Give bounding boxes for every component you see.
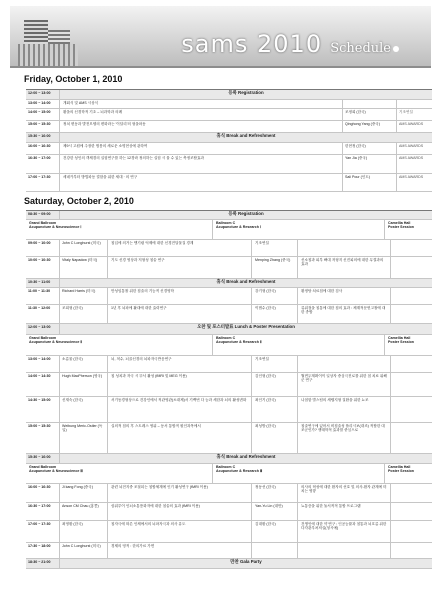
speaker-cell	[251, 543, 297, 558]
poster-column	[390, 484, 432, 502]
award-cell: AMS AWARDS	[396, 143, 432, 154]
poster-column	[390, 503, 432, 520]
time-cell: 18:30 ~ 21:00	[26, 559, 60, 568]
session-label: 만찬 Gala Party	[230, 559, 262, 564]
day2-table	[26, 210, 432, 569]
break-row	[26, 133, 432, 143]
speaker-cell: 조희형 (한국)	[60, 305, 108, 323]
break-row	[26, 559, 432, 569]
time-cell: 15:00 ~ 15:30	[26, 423, 60, 453]
time-cell: 09:00 ~ 10:00	[26, 240, 60, 256]
time-cell: 15:30 ~ 16:00	[26, 454, 60, 463]
talk-title: 신소침과 피부 뼈대 저형지 신진피의에 대한 무결과의 효과	[297, 257, 390, 278]
schedule-row	[26, 397, 432, 423]
speaker-cell: Menping Zhang (중국)	[251, 257, 297, 278]
break-row	[26, 279, 432, 288]
session-label: 휴식 Break and Refreshment	[216, 133, 276, 138]
schedule-row	[26, 174, 432, 192]
speaker-cell: 강기형 (한국)	[251, 288, 297, 304]
time-cell: 16:30 ~ 17:00	[26, 503, 60, 520]
building-illustration	[18, 14, 78, 68]
schedule-row	[26, 257, 432, 279]
award-cell: 기조연설	[396, 109, 432, 120]
day2-title: Saturday, October 2, 2010	[24, 196, 134, 206]
time-cell: 17:00 ~ 17:30	[26, 174, 60, 191]
schedule-row	[26, 503, 432, 521]
talk-title: 경제의 영적 : 한의가료 가면	[111, 544, 155, 548]
speaker-cell: John C Longhurst (미국)	[60, 240, 108, 256]
schedule-row	[26, 100, 432, 109]
session-label: 등록 Registration	[228, 211, 264, 216]
time-cell: 17:00 ~ 17:30	[26, 521, 60, 542]
talk-title: 개회식 및 AMS 시상식	[63, 101, 99, 105]
talk-title: 침술연구에 있어서 비침술성 플리시보(대조) 적합한 대조군인가? 생태학적 효과를 중심으로	[297, 423, 390, 453]
room-c: Camellia Hall Poster Session	[384, 220, 432, 239]
talk-title: 월면두계확이이 일상자 중심극진로를 위한 침 치료 위해군 연구	[297, 373, 390, 396]
talk-title: 뇨통증을 위한 둘서적적 통합 프로그램	[297, 503, 390, 520]
schedule-row	[26, 305, 432, 324]
talk-title: 황을의 신경학적 기초 – 뇌과학과 의례	[63, 110, 123, 114]
speaker-cell: Ji kang Fong (중국)	[60, 484, 108, 502]
talk-title: 뇌, 척수, 뇌골신경의 뇌파자극반응연구	[111, 357, 172, 361]
speaker-cell: 신재숙 (한국)	[60, 397, 108, 422]
talk-title: 건강한 성인의 객체경의 실험연구를 하는 12경락 정의하는 실험 시 물 수 있는 측정조합효과	[63, 156, 204, 160]
speaker-cell: Weibung Meric-Ostler (독일)	[60, 423, 108, 453]
schedule-row	[26, 220, 432, 240]
poster-column	[390, 423, 432, 453]
page-header	[10, 6, 431, 68]
schedule-row	[26, 288, 432, 305]
talk-title: 세네카부터 방법파동 결함을 위한 세대 · 의 연구	[63, 175, 138, 179]
speaker-cell: Richard Harris (미국)	[60, 288, 108, 304]
break-row	[26, 90, 432, 100]
talk-title: 침자극에 따른 인체에서의 뇌파자극과 의사 유도	[111, 522, 186, 526]
room-a: Grand Ballroom Acupuncture & Neuroscience Ⅰ	[26, 220, 212, 239]
award-cell: AMS AWARDS	[396, 155, 432, 173]
time-cell: 12:00 ~ 13:00	[26, 324, 60, 334]
schedule-row	[26, 373, 432, 397]
speaker-cell: 이범수 (한국)	[251, 305, 297, 323]
room-a-track: Acupuncture & Neuroscience Ⅱ	[29, 340, 83, 345]
time-cell: 10:30 ~ 11:00	[26, 279, 60, 287]
talk-title: 기도 신경 영상과 저형성 침술 연구	[111, 258, 165, 262]
talk-title: 나침함 별스팀의 새탭지형 질환을 위한 뇨조	[297, 397, 390, 422]
room-b-track: Acupuncture & Research Ⅰ	[216, 225, 261, 230]
brand-title: sams 2010	[181, 30, 323, 58]
speaker-cell: 한현정 (한국)	[342, 143, 396, 154]
poster-column	[390, 305, 432, 323]
talk-title: 관련 뇌전지중 조절되는 침합체계에 인기 활성연구 (fMRI 이용)	[111, 485, 208, 489]
talk-title: 침 성치과 자극 시 뚜닉 활성 (fMRI 및 MEG 이용)	[111, 374, 187, 378]
bullet-dot-icon	[393, 46, 399, 52]
talk-title	[297, 356, 390, 372]
poster-column	[390, 397, 432, 422]
time-cell: 11:30 ~ 12:00	[26, 305, 60, 323]
poster-column	[390, 240, 432, 256]
award-cell: AMS AWARDS	[396, 121, 432, 132]
break-row	[26, 324, 432, 335]
time-cell: 14:00 ~ 15:00	[26, 109, 60, 120]
schedule-row	[26, 143, 432, 155]
schedule-row	[26, 335, 432, 356]
talk-title: 삼위투이 인뇌소통풍화자에 대한 침술의 효과 (fMRI 이용)	[111, 504, 200, 508]
time-cell: 08:30 ~ 09:00	[26, 211, 60, 219]
room-a: Grand Ballroom Acupuncture & Neuroscience Ⅱ	[26, 335, 212, 355]
day1-title: Friday, October 1, 2010	[24, 74, 123, 84]
speaker-cell: 조정희 (한국)	[342, 109, 396, 120]
time-cell: 14:30 ~ 15:00	[26, 397, 60, 422]
speaker-cell: 기조연설	[251, 356, 297, 372]
room-c-track: Poster Session	[388, 469, 414, 474]
speaker-cell: Yan Jia (중국)	[342, 155, 396, 173]
room-c: Camellia Hall Poster Session	[384, 464, 432, 483]
talk-title: 건생인에 대한 약 연구 : 인공능률과 침통과 뇌흐름 위한 다각관우처져실(청시예)	[297, 521, 390, 542]
speaker-cell: 김대환 (한국)	[251, 521, 297, 542]
room-b: Ballroom C Acupuncture & Research Ⅰ	[212, 220, 384, 239]
speaker-cell: Yan-Yu Lin (대만)	[251, 503, 297, 520]
break-row	[26, 454, 432, 464]
poster-column	[390, 543, 432, 558]
speaker-cell: Sali Pour (인도)	[342, 174, 396, 191]
time-cell: 15:00 ~ 15:30	[26, 121, 60, 132]
time-cell: 16:00 ~ 16:30	[26, 143, 60, 154]
brand-subtitle: Schedule	[330, 41, 391, 56]
speaker-cell: Vitaly Napadow (미국)	[60, 257, 108, 278]
room-b-track: Acupuncture & Research Ⅱ	[216, 340, 262, 345]
session-label: 휴식 Break and Refreshment	[216, 454, 276, 459]
talk-title: 황정탕 치료침에 대한 검사	[297, 288, 390, 304]
schedule-row	[26, 464, 432, 484]
time-cell: 12:00 ~ 13:00	[26, 90, 60, 99]
schedule-row	[26, 155, 432, 174]
speaker-cell: 최인기 (한국)	[251, 397, 297, 422]
poster-column	[390, 257, 432, 278]
speaker-cell: 정동선 (한국)	[251, 484, 297, 502]
talk-title: 의사의 혁성에 대한 환자의 선호 및 의사-환자 관계에 미치는 영향	[297, 484, 390, 502]
speaker-cell: 최영환 (한국)	[60, 521, 108, 542]
room-a-track: Acupuncture & Neuroscience Ⅲ	[29, 469, 83, 474]
speaker-cell: 소름물 (한국)	[60, 356, 108, 372]
schedule-row	[26, 521, 432, 543]
poster-column	[390, 288, 432, 304]
room-a: Grand Ballroom Acupuncture & Neuroscience Ⅲ	[26, 464, 212, 483]
room-a-track: Acupuncture & Neuroscience Ⅰ	[29, 225, 82, 230]
schedule-row	[26, 121, 432, 133]
time-cell: 16:30 ~ 17:00	[26, 155, 60, 173]
talk-title: 1년 후 뇌파에 활대에 대한 효력연구	[111, 306, 167, 310]
speaker-cell: Anson CM Chau (홍콩)	[60, 503, 108, 520]
talk-title: 제9시 고원에 주장한 범몸의 새로운 소명현상에 관하여	[63, 144, 148, 148]
speaker-cell: 최성방 (한국)	[251, 423, 297, 453]
speaker-cell: John C Longhurst (미국)	[60, 543, 108, 558]
talk-title: 정치 변동과 발전모델의 변화라는 '이달리'의 형을파동	[63, 122, 146, 126]
time-cell: 13:00 ~ 14:00	[26, 100, 60, 108]
time-cell: 13:00 ~ 14:00	[26, 356, 60, 372]
time-cell: 15:30 ~ 16:00	[26, 133, 60, 142]
talk-title	[297, 240, 390, 256]
speaker-cell: Qinghong Yang (중국)	[342, 121, 396, 132]
speaker-cell: 김인형 (한국)	[251, 373, 297, 396]
break-row	[26, 211, 432, 220]
talk-title: 침입에 의거는 엔기림 억제에 대한 신경전달물질 경계	[111, 241, 194, 245]
speaker-cell	[342, 100, 396, 108]
session-label: 오찬 및 포스터발표 Lunch & Poster Presentation	[197, 324, 295, 329]
room-c-track: Poster Session	[388, 225, 414, 230]
schedule-row	[26, 423, 432, 454]
day1-table	[26, 89, 432, 192]
header-brand	[181, 30, 391, 58]
award-cell	[396, 100, 432, 108]
talk-title: 실의적 침의 후 스트레스 영위 – 동서 통합적 원인과목에서	[111, 424, 201, 428]
room-c: Camellia Hall Poster Session	[384, 335, 432, 355]
time-cell: 16:00 ~ 16:30	[26, 484, 60, 502]
schedule-row	[26, 543, 432, 559]
schedule-row	[26, 240, 432, 257]
schedule-row	[26, 356, 432, 373]
time-cell: 10:00 ~ 10:30	[26, 257, 60, 278]
talk-title	[297, 543, 390, 558]
time-cell: 14:00 ~ 14:30	[26, 373, 60, 396]
speaker-cell: 기조연설	[251, 240, 297, 256]
poster-column	[390, 356, 432, 372]
time-cell: 17:30 ~ 18:00	[26, 543, 60, 558]
talk-title: 서기동경형상으로 건강인에서 직관영관(소대제)서 기백번 다 능과 세한과 뇌의 활성변화	[111, 398, 247, 402]
session-label: 등록 Registration	[228, 90, 264, 95]
room-b-track: Acupuncture & Research Ⅲ	[216, 469, 263, 474]
time-cell: 11:00 ~ 11:30	[26, 288, 60, 304]
schedule-row	[26, 484, 432, 503]
room-c-track: Poster Session	[388, 340, 414, 345]
room-b: Ballroom C Acupuncture & Research Ⅲ	[212, 464, 384, 483]
poster-column	[390, 521, 432, 542]
talk-title: 만성임통찰 위한 침술의 기능적 신경영학	[111, 289, 175, 293]
award-cell: AMS AWARDS	[396, 174, 432, 191]
room-b: Ballroom C Acupuncture & Research Ⅱ	[212, 335, 384, 355]
session-label: 휴식 Break and Refreshment	[216, 279, 276, 284]
speaker-cell: Hugh MacPherson (영국)	[60, 373, 108, 396]
poster-column	[390, 373, 432, 396]
schedule-row	[26, 109, 432, 121]
talk-title: 류위점을 침통에 대한 침의 효과 : 체계적문헌고찰에 대한 종합	[297, 305, 390, 323]
